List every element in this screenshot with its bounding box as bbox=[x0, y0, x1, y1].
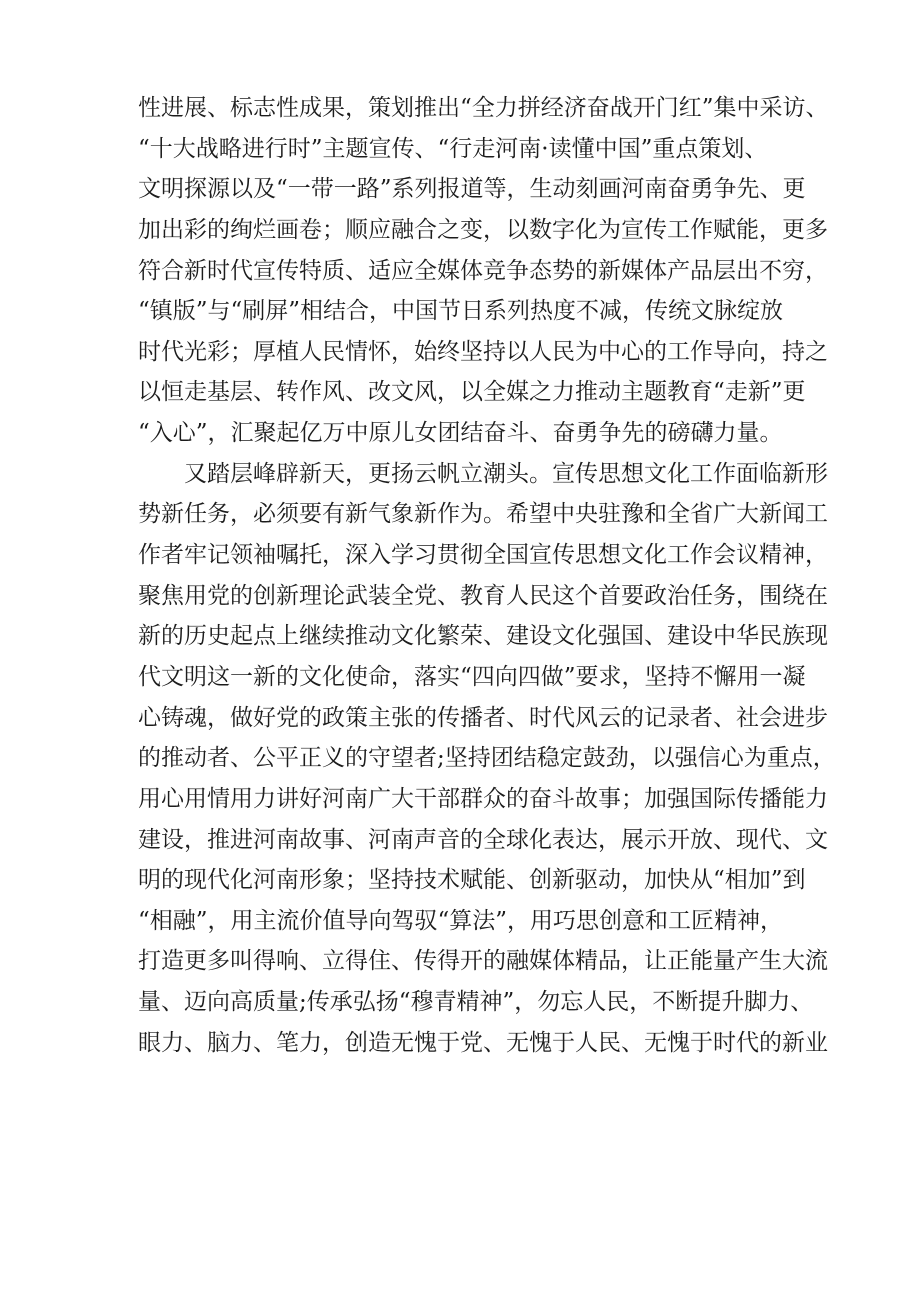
text-line: 打造更多叫得响、立得住、传得开的融媒体精品，让正能量产生大流 bbox=[138, 948, 828, 975]
text-line: 作者牢记领袖嘱托，深入学习贯彻全国宣传思想文化工作会议精神， bbox=[138, 542, 828, 569]
text-line: 聚焦用党的创新理论武装全党、教育人民这个首要政治任务，围绕在 bbox=[138, 582, 828, 609]
text-line: 用心用情用力讲好河南广大干部群众的奋斗故事；加强国际传播能力 bbox=[138, 785, 828, 812]
text-line: 加出彩的绚烂画卷；顺应融合之变，以数字化为宣传工作赋能，更多 bbox=[138, 216, 828, 243]
text-line: “十大战略进行时”主题宣传、“行走河南·读懂中国”重点策划、 bbox=[138, 135, 768, 162]
text-line: “镇版”与“刷屏”相结合，中国节日系列热度不减，传统文脉绽放 bbox=[138, 298, 784, 325]
text-line: 新的历史起点上继续推动文化繁荣、建设文化强国、建设中华民族现 bbox=[138, 623, 828, 650]
text-line: 性进展、标志性成果，策划推出“全力拼经济奋战开门红”集中采访、 bbox=[138, 95, 829, 121]
text-line: “入心”，汇聚起亿万中原儿女团结奋斗、奋勇争先的磅礴力量。 bbox=[138, 420, 783, 447]
text-line: 时代光彩；厚植人民情怀，始终坚持以人民为中心的工作导向，持之 bbox=[138, 338, 828, 365]
text-line: 量、迈向高质量;传承弘扬“穆青精神”，勿忘人民，不断提升脚力、 bbox=[138, 989, 814, 1016]
text-line: 心铸魂，做好党的政策主张的传播者、时代风云的记录者、社会进步 bbox=[138, 704, 828, 731]
text-line: 建设，推进河南故事、河南声音的全球化表达，展示开放、现代、文 bbox=[138, 826, 828, 853]
body-text bbox=[138, 88, 836, 1063]
text-line: 符合新时代宣传特质、适应全媒体竞争态势的新媒体产品层出不穷， bbox=[138, 257, 828, 284]
text-line: 的推动者、公平正义的守望者;坚持团结稳定鼓劲，以强信心为重点， bbox=[138, 745, 836, 772]
text-line: 代文明这一新的文化使命，落实“四向四做”要求，坚持不懈用一凝 bbox=[138, 663, 806, 690]
paragraph-start-line: 又踏层峰辟新天，更扬云帆立潮头。宣传思想文化工作面临新形 bbox=[184, 460, 828, 487]
text-line: “相融”，用主流价值导向驾驭“算法”，用巧思创意和工匠精神， bbox=[138, 907, 784, 934]
text-line: 眼力、脑力、笔力，创造无愧于党、无愧于人民、无愧于时代的新业 bbox=[138, 1029, 828, 1056]
text-line: 势新任务，必须要有新气象新作为。希望中央驻豫和全省广大新闻工 bbox=[138, 501, 828, 528]
text-line: 明的现代化河南形象；坚持技术赋能、创新驱动，加快从“相加”到 bbox=[138, 867, 806, 894]
text-line: 文明探源以及“一带一路”系列报道等，生动刻画河南奋勇争先、更 bbox=[138, 176, 806, 203]
text-line: 以恒走基层、转作风、改文风，以全媒之力推动主题教育“走新”更 bbox=[138, 379, 806, 406]
